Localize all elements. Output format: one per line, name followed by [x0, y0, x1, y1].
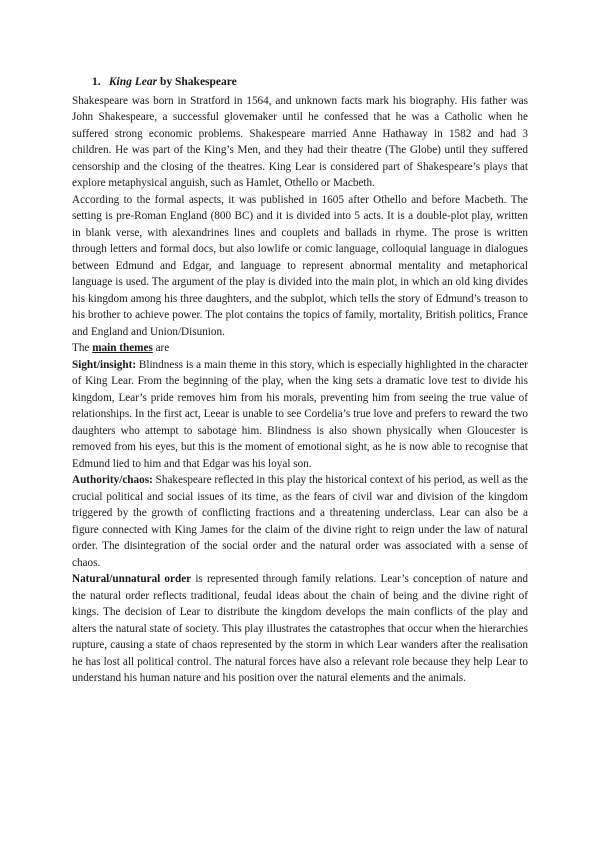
theme-natural-order-paragraph: [72, 571, 528, 687]
section-heading: [92, 74, 528, 91]
section-number: 1.: [92, 76, 101, 88]
theme-authority-paragraph: [72, 472, 528, 571]
theme-term: Authority/chaos:: [72, 474, 153, 486]
theme-text: Blindness is a main theme in this story, which is especially highlighted in the character of King Lear. From the beginning of the play, when the king sets a dramatic love test to divide his kingdom, Lear’s pride removes him from his morals, preventing him from seeing the true value of relationships. In the first act, Leear is unable to see Cordelia’s true love and prefers to reward the two daughters who attempt to sabotage him. Blindness is also shown physically when Gloucester is removed from his eyes, but this is the moment of emotional sight, as he is now able to recognise that Edmund lied to him and that Edgar was his loyal son.: [72, 358, 528, 470]
themes-intro: [72, 340, 528, 357]
theme-term: Natural/unnatural order: [72, 573, 192, 585]
author-byline: by Shakespeare: [157, 76, 237, 88]
biography-paragraph: Shakespeare was born in Stratford in 1564, and unknown facts mark his biography. His father was John Shakespeare, a successful glovemaker until he confessed that he was a Catholic when he suffered strong economic problems. Shakespeare married Anne Hathaway in 1582 and had 3 children. He was part of the King’s Men, and they had their theatre (The Globe) until they suffered censorship and the closing of the theatres. King Lear is considered part of Shakespeare’s plays that explore metaphysical anguish, such as Hamlet, Othello or Macbeth.: [72, 94, 528, 189]
formal-aspects-paragraph: According to the formal aspects, it was published in 1605 after Othello and before Macbeth. The setting is pre-Roman England (800 BC) and it is divided into 5 acts. It is a double-plot play, written in blank verse, with alexandrines lines and couplets and ballads in rhyme. The prose is written through letters and formal docs, but also lowlife or comic language, colloquial language in dialogues between Edmund and Edgar, and language to represent abnormal mentality and metaphorical language is used. The argument of the play is divided into the main plot, in which an old king divides his kingdom among his three daughters, and the subplot, which tells the story of Edmund’s treason to his brother to achieve power. The plot contains the topics of family, mortality, British politics, France and England and Union/Disunion.: [72, 193, 528, 338]
theme-text: Shakespeare reflected in this play the historical context of his period, as well as the crucial political and social issues of its time, as the fears of civil war and division of the kingdom triggered by the growth of conflicting fractions and a threatening underclass. Lear can also be a figure connected with King James for the claim of the divine right to reign under the law of natural order. The disintegration of the social order and the natural order was associated with a sense of chaos.: [72, 474, 528, 569]
play-title: King Lear: [108, 76, 158, 88]
theme-sight-paragraph: [72, 357, 528, 473]
main-themes-label: main themes: [92, 342, 153, 354]
document-page: [72, 74, 528, 687]
themes-intro-prefix: The: [72, 342, 93, 354]
theme-term: Sight/insight:: [72, 358, 137, 371]
theme-text: is represented through family relations. Lear’s conception of nature and the natural order reflects traditional, feudal ideas about the chain of being and the divine right of kings. The decision of Lear to distribute the kingdom develops the main conflicts of the play and alters the natural state of society. This play illustrates the catastrophes that occur when the hierarchies rupture, causing a state of chaos represented by the storm in which Lear wanders after the realisation he has lost all political control. The natural forces have also a relevant role because they help Lear to understand his human nature and his position over the natural elements and the animals.: [72, 573, 529, 684]
themes-intro-suffix: are: [152, 342, 170, 354]
